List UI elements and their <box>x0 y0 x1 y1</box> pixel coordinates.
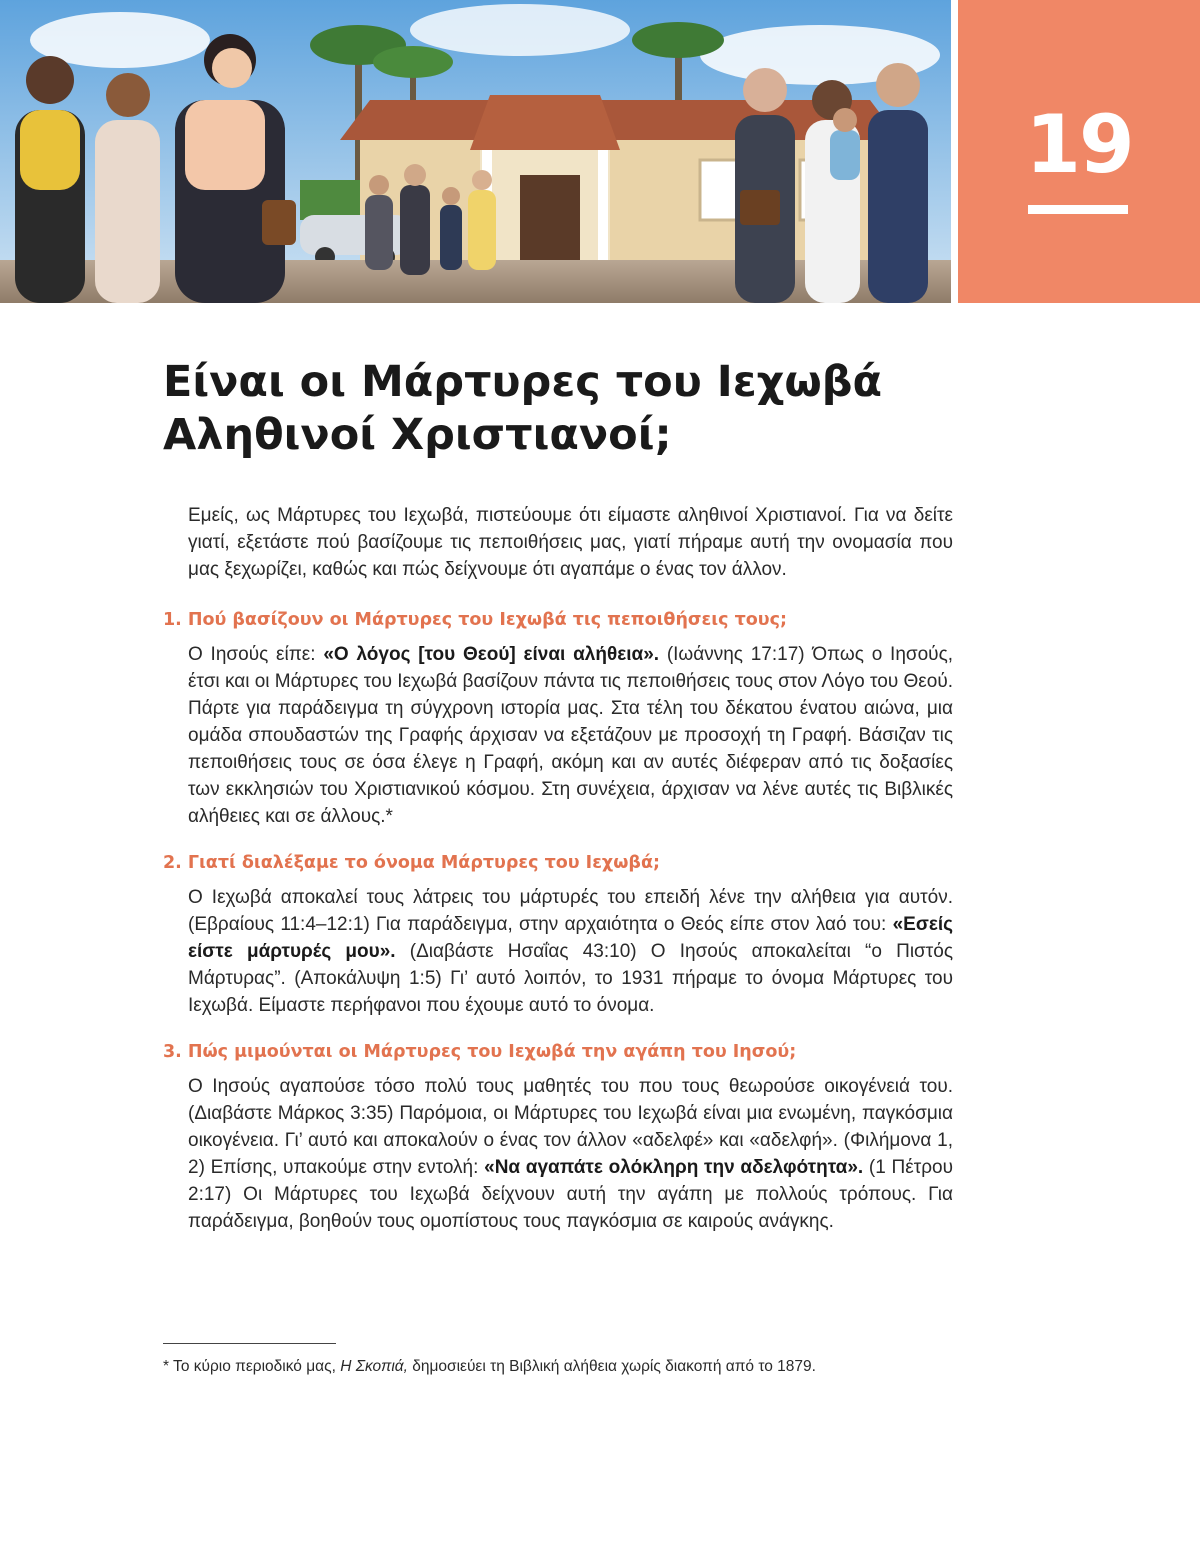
footnote <box>163 1356 963 1378</box>
section-3-number: 3. <box>163 1042 182 1062</box>
chapter-number: 19 <box>1025 98 1133 191</box>
footnote-prefix: * Το κύριο περιοδικό μας, <box>163 1358 341 1375</box>
section-3-text-a: Ο Ιησούς αγαπούσε τόσο πολύ τους μαθητές του που τους θεωρούσε οικογένειά του. (Διαβάστε Μάρκος 3:35) Παρόμοια, οι Μάρτυρες του Ιεχωβά είναι μια ενωμένη, παγκόσμια οικογένεια. Γι’ αυτό και αποκαλούν ο ένας τον άλλον «αδελφέ» και «αδελφή». (Φιλήμονα 1, 2) Επίσης, υπακούμε στην εντολή: <box>188 1076 953 1178</box>
intro-paragraph: Εμείς, ως Μάρτυρες του Ιεχωβά, πιστεύουμε ότι είμαστε αληθινοί Χριστιανοί. Για να δείτε γιατί, εξετάστε πού βασίζουμε τις πεποιθήσεις μας, γιατί πήραμε αυτή την ονομασία που μας ξεχωρίζει, καθώς και πώς δείχνουμε ότι αγαπάμε ο ένας τον άλλον. <box>188 505 953 580</box>
footnote-suffix: δημοσιεύει τη Βιβλική αλήθεια χωρίς διακοπή από το 1879. <box>407 1358 816 1375</box>
section-2-heading-text: Γιατί διαλέξαμε το όνομα Μάρτυρες του Ιεχωβά; <box>187 853 660 873</box>
section-3-paragraph <box>188 1073 953 1235</box>
chapter-rule <box>1028 205 1128 214</box>
kingdom-hall-scene <box>0 0 951 303</box>
section-2-heading <box>163 850 953 876</box>
footnote-divider <box>163 1343 336 1344</box>
section-1 <box>163 607 953 830</box>
page-title-line-1: Είναι οι Μάρτυρες του Ιεχωβά <box>163 357 883 407</box>
section-3-text-b: (1 Πέτρου 2:17) Οι Μάρτυρες του Ιεχωβά δείχνουν αυτή την αγάπη με πολλούς τρόπους. Για παράδειγμα, βοηθούν τους ομοπίστους τους παγκόσμια σε καιρούς ανάγκης. <box>188 1157 953 1232</box>
chapter-badge <box>958 0 1200 303</box>
section-1-number: 1. <box>163 610 182 630</box>
section-1-heading-text: Πού βασίζουν οι Μάρτυρες του Ιεχωβά τις πεποιθήσεις τους; <box>187 610 787 630</box>
article-body <box>163 502 953 1255</box>
section-2-quote: «Εσείς είστε μάρτυρές μου». <box>188 914 953 962</box>
section-2 <box>163 850 953 1019</box>
section-3-heading <box>163 1039 953 1065</box>
section-2-paragraph <box>188 884 953 1019</box>
page-title <box>163 356 963 462</box>
section-2-text-a: Ο Ιεχωβά αποκαλεί τους λάτρεις του μάρτυρές του επειδή λένε την αλήθεια για αυτόν. (Εβραίους 11:4–12:1) Για παράδειγμα, στην αρχαιότητα ο Θεός είπε στον λαό του: <box>188 887 953 935</box>
section-1-text-a: Ο Ιησούς είπε: <box>188 644 324 665</box>
section-1-quote: «Ο λόγος [του Θεού] είναι αλήθεια». <box>323 644 660 665</box>
section-2-text-b: (Διαβάστε Ησαΐας 43:10) Ο Ιησούς αποκαλείται “ο Πιστός Μάρτυρας”. (Αποκάλυψη 1:5) Γι’ αυτό λοιπόν, το 1931 πήραμε το όνομα Μάρτυρες του Ιεχωβά. Είμαστε περήφανοι που έχουμε αυτό το όνομα. <box>188 941 953 1016</box>
section-1-paragraph <box>188 641 953 830</box>
section-3 <box>163 1039 953 1235</box>
section-1-heading <box>163 607 953 633</box>
section-3-quote: «Να αγαπάτε ολόκληρη την αδελφότητα». <box>484 1157 864 1178</box>
section-2-number: 2. <box>163 853 182 873</box>
page-title-line-2: Αληθινοί Χριστιανοί; <box>163 410 672 460</box>
section-1-text-b: (Ιωάννης 17:17) Όπως ο Ιησούς, έτσι και οι Μάρτυρες του Ιεχωβά βασίζουν πάντα τις πεποιθήσεις τους στον Λόγο του Θεού. Πάρτε για παράδειγμα τη σύγχρονη ιστορία μας. Στα τέλη του δέκατου ένατου αιώνα, μια ομάδα σπουδαστών της Γραφής άρχισαν να εξετάζουν με προσοχή τη Γραφή. Βάσιζαν τις πεποιθήσεις τους σε όσα έλεγε η Γραφή, ακόμη και αν αυτές διέφεραν από τις δοξασίες των εκκλησιών του Χριστιανικού κόσμου. Στη συνέχεια, άρχισαν να λένε αυτές τις Βιβλικές αλήθειες και σε άλλους.* <box>188 644 954 827</box>
header-photo <box>0 0 951 303</box>
footnote-publication: Η Σκοπιά, <box>340 1358 408 1375</box>
section-3-heading-text: Πώς μιμούνται οι Μάρτυρες του Ιεχωβά την αγάπη του Ιησού; <box>187 1042 797 1062</box>
